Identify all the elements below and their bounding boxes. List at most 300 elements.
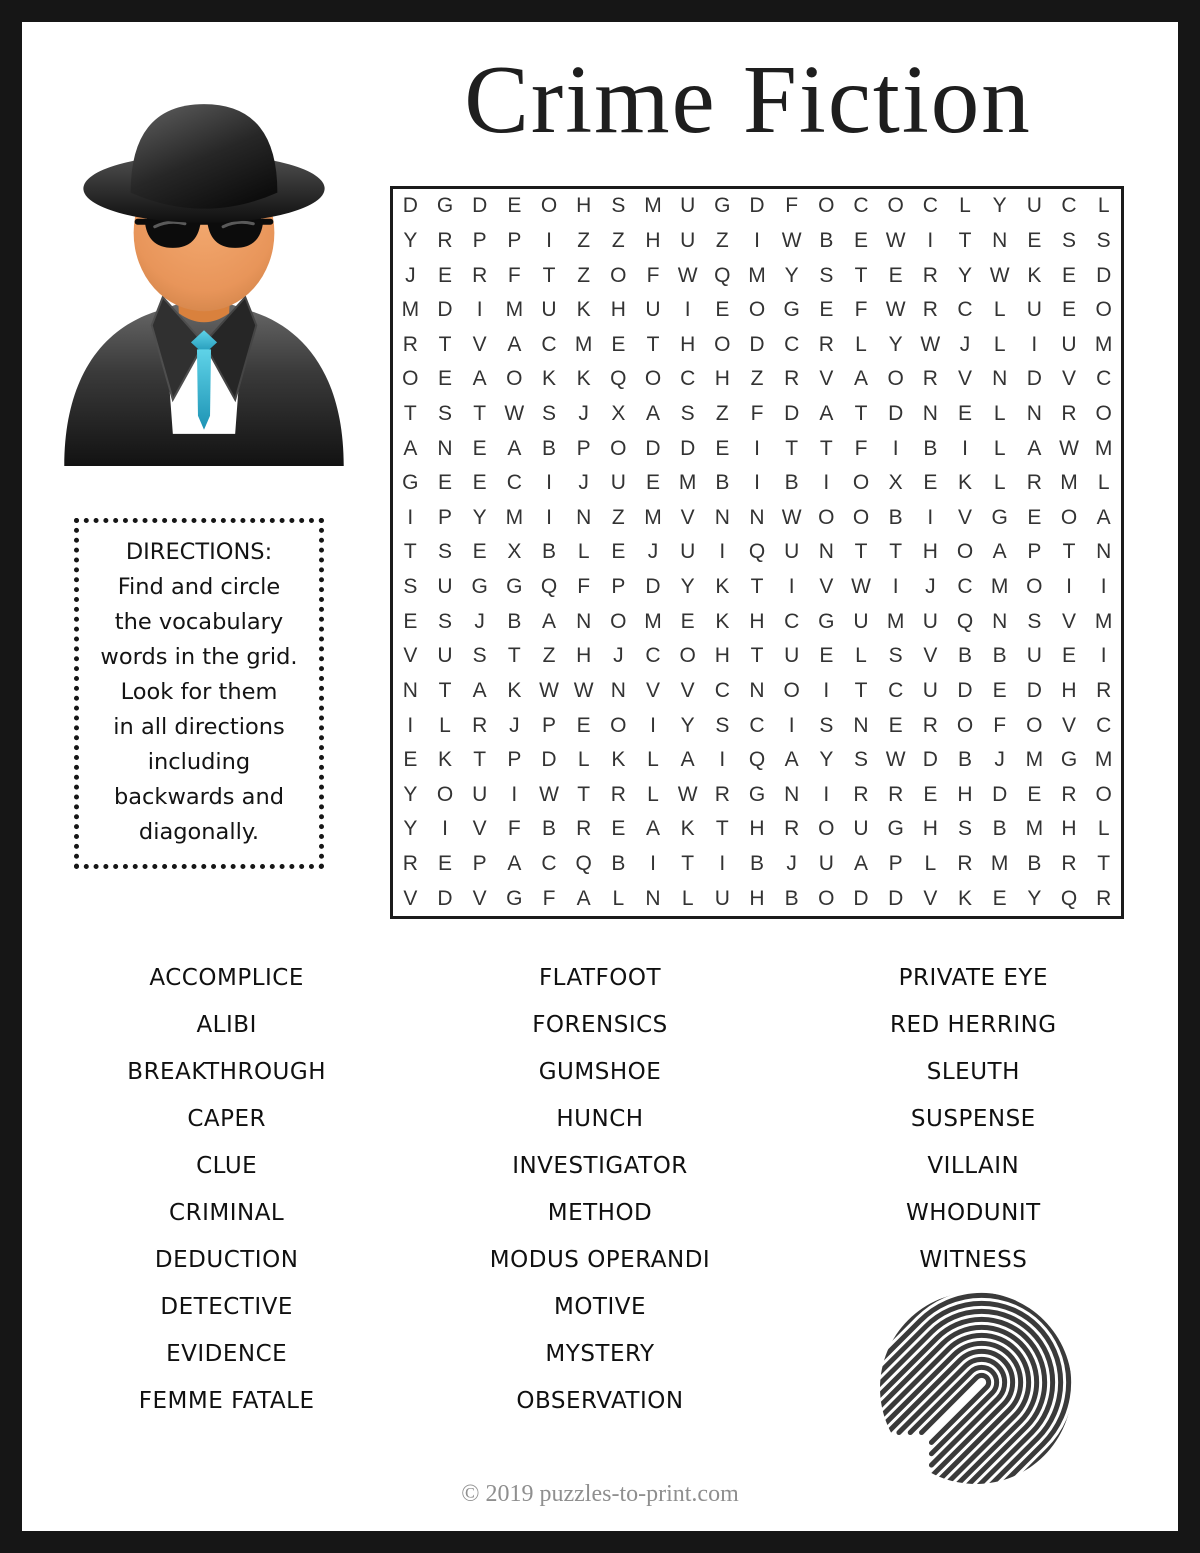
grid-letter[interactable]: B [819,228,834,252]
grid-letter[interactable]: H [576,644,592,668]
grid-letter[interactable]: B [541,817,556,841]
word-search-grid[interactable] [390,186,1124,919]
grid-letter[interactable]: N [714,505,730,529]
grid-letter[interactable]: H [680,332,696,356]
grid-letter[interactable]: N [645,886,661,910]
grid-letter[interactable]: C [506,471,522,495]
grid-letter[interactable]: R [402,852,418,876]
grid-letter[interactable]: T [1097,852,1111,876]
grid-letter[interactable]: Q [1060,886,1078,910]
grid-letter[interactable]: G [991,505,1008,529]
grid-letter[interactable]: P [507,228,522,252]
grid-letter[interactable]: M [748,263,766,287]
grid-letter[interactable]: M [644,505,662,529]
grid-letter[interactable]: W [851,575,871,599]
grid-letter[interactable]: S [1027,609,1042,633]
grid-letter[interactable]: M [990,575,1009,599]
grid-letter[interactable]: Y [403,817,418,841]
grid-letter[interactable]: F [854,436,868,460]
grid-letter[interactable]: T [403,402,417,426]
grid-letter[interactable]: V [1061,609,1076,633]
grid-letter[interactable]: U [437,644,453,668]
grid-letter[interactable]: U [437,575,453,599]
grid-letter[interactable]: E [1027,782,1042,806]
grid-letter[interactable]: U [472,782,488,806]
grid-letter[interactable]: I [442,817,448,841]
grid-letter[interactable]: N [1026,402,1042,426]
grid-letter[interactable]: A [680,748,695,772]
grid-letter[interactable]: I [546,505,552,529]
grid-letter[interactable]: L [993,332,1006,356]
grid-letter[interactable]: I [650,713,656,737]
grid-letter[interactable]: B [749,852,764,876]
grid-letter[interactable]: A [819,402,834,426]
grid-letter[interactable]: Q [748,540,766,564]
grid-letter[interactable]: D [437,886,453,910]
grid-letter[interactable]: S [437,609,452,633]
grid-letter[interactable]: O [402,367,419,391]
grid-letter[interactable]: C [1061,194,1077,218]
grid-letter[interactable]: G [783,298,800,322]
grid-letter[interactable]: O [610,713,627,737]
grid-letter[interactable]: R [1096,886,1112,910]
grid-letter[interactable]: L [1097,471,1110,495]
grid-letter[interactable]: B [888,505,903,529]
grid-letter[interactable]: X [507,540,522,564]
grid-letter[interactable]: A [853,852,868,876]
grid-letter[interactable]: I [823,782,830,806]
grid-letter[interactable]: J [509,713,520,737]
grid-letter[interactable]: A [507,852,522,876]
grid-letter[interactable]: E [1061,644,1076,668]
grid-letter[interactable]: J [786,852,797,876]
grid-letter[interactable]: E [437,471,452,495]
grid-letter[interactable]: N [992,609,1008,633]
grid-letter[interactable]: I [719,748,726,772]
grid-letter[interactable]: R [957,852,973,876]
grid-letter[interactable]: V [472,332,487,356]
grid-letter[interactable]: N [922,402,938,426]
grid-letter[interactable]: I [650,852,656,876]
grid-letter[interactable]: D [922,748,938,772]
grid-letter[interactable]: W [781,228,802,252]
grid-letter[interactable]: E [715,436,730,460]
grid-letter[interactable]: O [748,298,766,322]
grid-letter[interactable]: T [854,540,868,564]
grid-letter[interactable]: N [1096,540,1112,564]
grid-letter[interactable]: O [436,782,454,806]
grid-letter[interactable]: B [611,852,626,876]
grid-letter[interactable]: K [576,298,591,322]
grid-letter[interactable]: R [472,263,488,287]
grid-letter[interactable]: K [715,609,730,633]
grid-letter[interactable]: D [1026,678,1042,702]
grid-letter[interactable]: Y [680,713,695,737]
grid-letter[interactable]: D [992,782,1008,806]
grid-letter[interactable]: U [645,298,661,322]
grid-letter[interactable]: L [612,886,625,910]
grid-letter[interactable]: S [1061,228,1076,252]
grid-letter[interactable]: F [854,298,868,322]
grid-letter[interactable]: T [438,678,452,702]
grid-letter[interactable]: Z [715,228,729,252]
grid-letter[interactable]: B [957,644,972,668]
grid-letter[interactable]: P [472,852,487,876]
grid-letter[interactable]: W [781,505,802,529]
grid-letter[interactable]: W [1059,436,1079,460]
grid-letter[interactable]: N [992,228,1008,252]
grid-letter[interactable]: H [922,540,938,564]
grid-letter[interactable]: S [819,263,834,287]
grid-letter[interactable]: O [714,332,731,356]
grid-letter[interactable]: P [437,505,452,529]
grid-letter[interactable]: I [546,471,552,495]
grid-letter[interactable]: S [715,713,730,737]
grid-letter[interactable]: D [957,678,973,702]
grid-letter[interactable]: O [1095,782,1112,806]
grid-letter[interactable]: B [784,471,799,495]
grid-letter[interactable]: C [784,609,800,633]
grid-letter[interactable]: R [1096,678,1112,702]
grid-letter[interactable]: R [1026,471,1042,495]
grid-letter[interactable]: R [1061,782,1077,806]
grid-letter[interactable]: C [541,852,557,876]
grid-letter[interactable]: D [888,402,904,426]
grid-letter[interactable]: I [1100,644,1107,668]
grid-letter[interactable]: K [576,367,591,391]
grid-letter[interactable]: C [541,332,557,356]
grid-letter[interactable]: U [1026,194,1042,218]
grid-letter[interactable]: N [992,367,1008,391]
grid-letter[interactable]: F [577,575,591,599]
grid-letter[interactable]: R [714,782,730,806]
grid-letter[interactable]: R [1061,852,1077,876]
grid-letter[interactable]: I [476,298,483,322]
grid-letter[interactable]: R [853,782,869,806]
grid-letter[interactable]: B [992,644,1007,668]
grid-letter[interactable]: S [888,644,903,668]
grid-letter[interactable]: B [992,817,1007,841]
grid-letter[interactable]: L [647,782,659,806]
grid-letter[interactable]: E [611,817,626,841]
grid-letter[interactable]: D [645,436,661,460]
grid-letter[interactable]: O [679,644,696,668]
grid-letter[interactable]: L [993,471,1006,495]
grid-letter[interactable]: V [923,886,938,910]
grid-letter[interactable]: F [507,263,521,287]
grid-letter[interactable]: O [852,505,870,529]
grid-letter[interactable]: O [610,436,627,460]
grid-letter[interactable]: H [1061,678,1077,702]
grid-letter[interactable]: K [680,817,695,841]
grid-letter[interactable]: O [818,194,835,218]
grid-letter[interactable]: H [714,644,730,668]
grid-letter[interactable]: T [854,402,868,426]
grid-letter[interactable]: Q [540,575,558,599]
grid-letter[interactable]: D [784,402,800,426]
grid-letter[interactable]: F [646,263,660,287]
grid-letter[interactable]: N [437,436,453,460]
grid-letter[interactable]: L [1097,194,1110,218]
grid-letter[interactable]: Y [403,782,418,806]
grid-letter[interactable]: B [784,886,799,910]
grid-letter[interactable]: A [1027,436,1042,460]
grid-letter[interactable]: C [680,367,696,391]
grid-letter[interactable]: D [749,194,765,218]
grid-letter[interactable]: T [542,263,556,287]
grid-letter[interactable]: U [784,644,800,668]
grid-letter[interactable]: Y [680,575,695,599]
grid-letter[interactable]: T [958,228,972,252]
grid-letter[interactable]: O [887,367,904,391]
grid-letter[interactable]: C [957,298,973,322]
grid-letter[interactable]: I [927,505,934,529]
grid-letter[interactable]: D [437,298,453,322]
grid-letter[interactable]: A [645,402,660,426]
grid-letter[interactable]: W [677,263,698,287]
grid-letter[interactable]: E [1061,298,1076,322]
grid-letter[interactable]: A [992,540,1007,564]
grid-letter[interactable]: U [853,609,869,633]
grid-letter[interactable]: V [1061,713,1076,737]
grid-letter[interactable]: D [402,194,418,218]
grid-letter[interactable]: T [473,748,487,772]
grid-letter[interactable]: K [715,575,730,599]
grid-letter[interactable]: E [611,332,626,356]
grid-letter[interactable]: I [719,540,726,564]
grid-letter[interactable]: Y [1027,886,1042,910]
grid-letter[interactable]: U [1026,644,1042,668]
grid-letter[interactable]: I [892,575,899,599]
grid-letter[interactable]: C [645,644,661,668]
grid-letter[interactable]: A [507,436,522,460]
grid-letter[interactable]: S [403,575,418,599]
grid-letter[interactable]: M [886,609,905,633]
grid-letter[interactable]: O [818,505,835,529]
grid-letter[interactable]: Z [715,402,729,426]
grid-letter[interactable]: L [577,540,590,564]
grid-letter[interactable]: A [507,332,522,356]
grid-letter[interactable]: Z [611,505,625,529]
grid-letter[interactable]: J [647,540,659,564]
grid-letter[interactable]: F [750,402,764,426]
grid-letter[interactable]: E [1027,505,1042,529]
grid-letter[interactable]: Q [610,367,627,391]
grid-letter[interactable]: E [819,644,834,668]
grid-letter[interactable]: H [957,782,973,806]
grid-letter[interactable]: O [644,367,662,391]
grid-letter[interactable]: V [472,817,487,841]
grid-letter[interactable]: I [1031,332,1038,356]
grid-letter[interactable]: P [611,575,626,599]
grid-letter[interactable]: M [678,471,697,495]
grid-letter[interactable]: T [507,644,521,668]
grid-letter[interactable]: B [541,540,556,564]
grid-letter[interactable]: R [402,332,418,356]
grid-letter[interactable]: E [888,713,903,737]
grid-letter[interactable]: R [576,817,592,841]
grid-letter[interactable]: B [715,471,730,495]
grid-letter[interactable]: V [957,367,972,391]
grid-letter[interactable]: G [1060,748,1078,772]
grid-letter[interactable]: I [511,782,518,806]
grid-letter[interactable]: L [924,852,937,876]
grid-letter[interactable]: I [788,713,795,737]
grid-letter[interactable]: Q [714,263,731,287]
grid-letter[interactable]: G [436,194,454,218]
grid-letter[interactable]: V [680,678,695,702]
grid-letter[interactable]: N [853,713,869,737]
grid-letter[interactable]: T [681,852,695,876]
grid-letter[interactable]: B [923,436,938,460]
grid-letter[interactable]: K [541,367,556,391]
grid-letter[interactable]: A [645,817,660,841]
grid-letter[interactable]: Z [750,367,764,391]
grid-letter[interactable]: Y [403,228,418,252]
grid-letter[interactable]: I [684,298,691,322]
grid-letter[interactable]: I [719,852,726,876]
grid-letter[interactable]: E [437,263,452,287]
grid-letter[interactable]: I [823,471,830,495]
grid-letter[interactable]: S [541,402,556,426]
grid-letter[interactable]: T [819,436,833,460]
grid-letter[interactable]: L [1097,817,1110,841]
grid-letter[interactable]: Y [819,748,834,772]
grid-letter[interactable]: E [923,782,938,806]
grid-letter[interactable]: A [472,367,487,391]
grid-letter[interactable]: J [578,471,589,495]
grid-letter[interactable]: O [1060,505,1078,529]
grid-letter[interactable]: P [576,436,591,460]
grid-letter[interactable]: Z [577,228,591,252]
grid-letter[interactable]: Q [575,852,592,876]
grid-letter[interactable]: G [471,575,488,599]
grid-letter[interactable]: W [920,332,941,356]
grid-letter[interactable]: P [888,852,903,876]
grid-letter[interactable]: C [853,194,869,218]
grid-letter[interactable]: J [474,609,485,633]
grid-letter[interactable]: L [647,748,659,772]
grid-letter[interactable]: E [992,678,1007,702]
grid-letter[interactable]: C [922,194,938,218]
grid-letter[interactable]: C [749,713,765,737]
grid-letter[interactable]: K [437,748,452,772]
grid-letter[interactable]: E [1027,228,1042,252]
grid-letter[interactable]: J [578,402,589,426]
grid-letter[interactable]: R [472,713,488,737]
grid-letter[interactable]: U [680,194,696,218]
grid-letter[interactable]: E [472,540,487,564]
grid-letter[interactable]: S [611,194,626,218]
grid-letter[interactable]: Q [748,748,766,772]
grid-letter[interactable]: B [957,748,972,772]
grid-letter[interactable]: M [574,332,593,356]
grid-letter[interactable]: M [1094,748,1113,772]
grid-letter[interactable]: S [437,402,452,426]
grid-letter[interactable]: T [403,540,417,564]
grid-letter[interactable]: J [925,575,936,599]
grid-letter[interactable]: M [1094,436,1113,460]
grid-letter[interactable]: F [785,194,799,218]
grid-letter[interactable]: R [922,367,938,391]
grid-letter[interactable]: W [885,228,906,252]
grid-letter[interactable]: G [818,609,835,633]
grid-letter[interactable]: O [1095,402,1112,426]
grid-letter[interactable]: A [403,436,418,460]
grid-letter[interactable]: I [788,575,795,599]
grid-letter[interactable]: X [888,471,903,495]
grid-letter[interactable]: R [784,817,800,841]
grid-letter[interactable]: U [610,471,626,495]
grid-letter[interactable]: A [853,367,868,391]
grid-letter[interactable]: Q [956,609,974,633]
grid-letter[interactable]: R [922,263,938,287]
grid-letter[interactable]: C [1096,713,1112,737]
grid-letter[interactable]: E [819,298,834,322]
grid-letter[interactable]: A [784,748,799,772]
grid-letter[interactable]: G [748,782,766,806]
grid-letter[interactable]: M [1060,471,1078,495]
grid-letter[interactable]: I [892,436,899,460]
grid-letter[interactable]: R [437,228,453,252]
grid-letter[interactable]: I [754,228,760,252]
grid-letter[interactable]: W [573,678,594,702]
grid-letter[interactable]: E [472,471,487,495]
grid-letter[interactable]: N [749,678,765,702]
grid-letter[interactable]: O [818,817,835,841]
grid-letter[interactable]: P [1027,540,1042,564]
grid-letter[interactable]: F [542,886,556,910]
grid-letter[interactable]: R [922,713,938,737]
grid-letter[interactable]: J [613,644,624,668]
grid-letter[interactable]: T [854,263,868,287]
grid-letter[interactable]: G [887,817,904,841]
grid-letter[interactable]: J [959,332,971,356]
grid-letter[interactable]: W [885,298,906,322]
grid-letter[interactable]: G [714,194,731,218]
grid-letter[interactable]: W [885,748,906,772]
grid-letter[interactable]: W [539,782,559,806]
grid-letter[interactable]: A [472,678,487,702]
grid-letter[interactable]: V [472,886,487,910]
grid-letter[interactable]: M [990,852,1009,876]
grid-letter[interactable]: N [576,505,592,529]
grid-letter[interactable]: D [1096,263,1112,287]
grid-letter[interactable]: I [546,228,552,252]
grid-letter[interactable]: V [819,367,834,391]
grid-letter[interactable]: E [923,471,938,495]
grid-letter[interactable]: T [785,436,799,460]
grid-letter[interactable]: E [680,609,695,633]
grid-letter[interactable]: G [402,471,419,495]
grid-letter[interactable]: I [1066,575,1072,599]
grid-letter[interactable]: F [993,713,1007,737]
grid-letter[interactable]: N [749,505,765,529]
grid-letter[interactable]: C [784,332,800,356]
grid-letter[interactable]: L [993,402,1006,426]
grid-letter[interactable]: K [957,471,972,495]
grid-letter[interactable]: D [749,332,765,356]
grid-letter[interactable]: M [505,298,524,322]
grid-letter[interactable]: I [823,678,830,702]
grid-letter[interactable]: R [818,332,834,356]
grid-letter[interactable]: U [922,609,938,633]
grid-letter[interactable]: E [403,748,418,772]
grid-letter[interactable]: L [993,298,1006,322]
grid-letter[interactable]: J [405,263,416,287]
grid-letter[interactable]: K [507,678,522,702]
grid-letter[interactable]: E [645,471,660,495]
